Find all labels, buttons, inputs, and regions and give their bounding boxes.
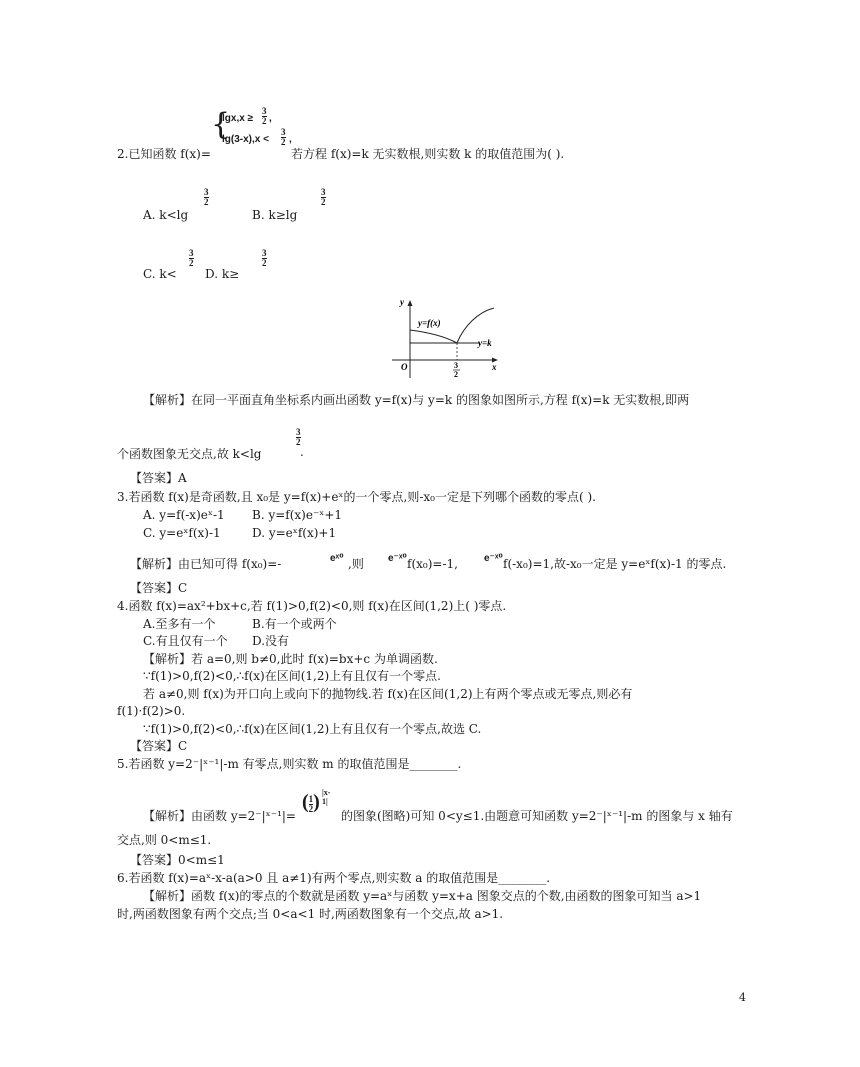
frac-num: 3 [189, 248, 194, 258]
frac-num: 3 [321, 187, 326, 197]
q6-stem: 6.若函数 f(x)=aˣ-x-a(a>0 且 a≠1)有两个零点,则实数 a 的取值范围是________. [117, 871, 551, 885]
paren-exponent: |x-1| [322, 788, 331, 806]
q3-analysis-d: f(-x₀)=1,故-x₀一定是 y=eˣf(x)-1 的零点. [503, 557, 727, 571]
frac-den: 2 [189, 258, 194, 268]
y-axis-arrow [408, 300, 413, 306]
page-number: 4 [739, 991, 746, 1004]
piece-1-frac [262, 107, 267, 126]
q2-option-c: C. k< [143, 267, 177, 281]
piecewise-brace: { [211, 107, 231, 142]
q3-exp-3: e⁻ˣ⁰ [484, 553, 503, 564]
q2-stem-suffix: 若方程 f(x)=k 无实数根,则实数 k 的取值范围为( ). [291, 147, 565, 161]
q5-analysis-a: 【解析】由函数 y=2⁻|ˣ⁻¹|= [143, 809, 296, 823]
piece-1-tail: , [269, 113, 272, 124]
y-axis-label: y [400, 297, 404, 307]
q3-exp-2: e⁻ˣ⁰ [388, 553, 407, 564]
piece-1 [222, 113, 253, 125]
frac-num: 3 [262, 248, 267, 258]
frac-den: 2 [281, 137, 286, 147]
q4-analysis-l3: 若 a≠0,则 f(x)为开口向上或向下的抛物线.若 f(x)在区间(1,2)上有两个零点或无零点,则必有 [143, 687, 633, 701]
frac-num: 3 [262, 106, 267, 116]
q3-option-b: B. y=f(x)e⁻ˣ+1 [252, 508, 343, 522]
q2-option-b: B. k≥lg [252, 208, 298, 222]
q6-analysis-l2: 时,两函数图象有两个交点;当 0<a<1 时,两函数图象有一个交点,故 a>1. [117, 907, 504, 921]
origin-label: O [401, 362, 408, 372]
q2-option-d: D. k≥ [205, 267, 240, 281]
q3-option-a: A. y=f(-x)eˣ-1 [143, 508, 225, 522]
frac-num: 3 [204, 187, 209, 197]
q3-option-d: D. y=eˣf(x)+1 [252, 526, 337, 540]
q2-answer: 【答案】A [130, 471, 187, 485]
q4-answer: 【答案】C [130, 739, 188, 753]
piece-1-text: lgx,x ≥ [222, 113, 254, 124]
piece-2-tail: , [289, 134, 292, 145]
paren-left: ( [302, 791, 309, 813]
q4-analysis-l1: 【解析】若 a=0,则 b≠0,此时 f(x)=bx+c 为单调函数. [143, 652, 438, 666]
q4-analysis-l4: f(1)·f(2)>0. [117, 704, 186, 718]
q6-analysis-l1: 【解析】函数 f(x)的零点的个数就是函数 y=aˣ与函数 y=x+a 图象交点的个数,由函数的图象可知当 a>1 [143, 889, 702, 903]
q5-stem: 5.若函数 y=2⁻|ˣ⁻¹|-m 有零点,则实数 m 的取值范围是________. [117, 757, 462, 771]
q3-answer: 【答案】C [130, 581, 188, 595]
frac-den: 2 [321, 197, 326, 207]
frac-den: 2 [204, 197, 209, 207]
x-axis-label: x [492, 362, 497, 372]
q2-option-c-frac [189, 249, 194, 268]
frac-den: 2 [262, 116, 267, 126]
curve-left [410, 330, 457, 343]
frac-num: 1 [308, 794, 314, 804]
q4-option-a: A.至多有一个 [143, 617, 216, 631]
frac-num: 3 [296, 427, 301, 437]
frac-num: 3 [281, 127, 286, 137]
frac-den: 2 [296, 437, 301, 447]
q2-analysis-end: . [300, 445, 304, 459]
q3-analysis-c: f(x₀)=-1, [407, 557, 458, 571]
piece-2-frac [281, 128, 286, 147]
q3-analysis-b: ,则 [348, 557, 364, 571]
q4-analysis-l5: ∵f(1)>0,f(2)<0,∴f(x)在区间(1,2)上有且仅有一个零点,故选 C. [143, 722, 482, 736]
q4-option-b: B.有一个或两个 [252, 617, 337, 631]
q3-exp-1: eˣ⁰ [330, 553, 344, 564]
q4-option-d: D.没有 [252, 634, 290, 648]
q3-stem: 3.若函数 f(x)是奇函数,且 x₀是 y=f(x)+eˣ的一个零点,则-x₀一定是下列哪个函数的零点( ). [117, 490, 596, 504]
line-label: y=k [478, 338, 492, 348]
tick-num: 3 [454, 361, 458, 370]
q4-stem: 4.函数 f(x)=ax²+bx+c,若 f(1)>0,f(2)<0,则 f(x)在区间(1,2)上( )零点. [117, 599, 507, 613]
frac-den: 2 [308, 804, 314, 814]
q2-analysis-line1: 【解析】在同一平面直角坐标系内画出函数 y=f(x)与 y=k 的图象如图所示,方程 f(x)=k 无实数根,即两 [143, 393, 690, 407]
q5-paren-fraction [302, 788, 331, 814]
paren-right: ) [313, 791, 320, 813]
q3-option-c: C. y=eˣf(x)-1 [143, 526, 221, 540]
curve-label: y=f(x) [418, 318, 441, 328]
q2-analysis-line2: 个函数图象无交点,故 k<lg [117, 447, 262, 461]
q5-analysis-b: 的图象(图略)可知 0<y≤1.由题意可知函数 y=2⁻|ˣ⁻¹|-m 的图象与 x 轴有 [341, 809, 733, 823]
q4-option-c: C.有且仅有一个 [143, 634, 228, 648]
frac-den: 2 [262, 258, 267, 268]
q4-analysis-l2: ∵f(1)>0,f(2)<0,∴f(x)在区间(1,2)上有且仅有一个零点. [143, 669, 441, 683]
q3-analysis-a: 【解析】由已知可得 f(x₀)=- [130, 557, 282, 571]
q2-option-b-frac [321, 188, 326, 207]
tick-den: 2 [454, 370, 458, 379]
paren-frac [309, 795, 314, 814]
q2-option-a-frac [204, 188, 209, 207]
q2-option-d-frac [262, 249, 267, 268]
function-graph [388, 296, 504, 382]
q2-option-a: A. k<lg [143, 208, 189, 222]
q5-analysis-c: 交点,则 0<m≤1. [117, 833, 212, 847]
q2-stem-prefix: 2.已知函数 f(x)= [117, 147, 211, 161]
q5-answer: 【答案】0<m≤1 [130, 853, 225, 867]
piece-2: lg(3-x),x < [222, 134, 269, 145]
